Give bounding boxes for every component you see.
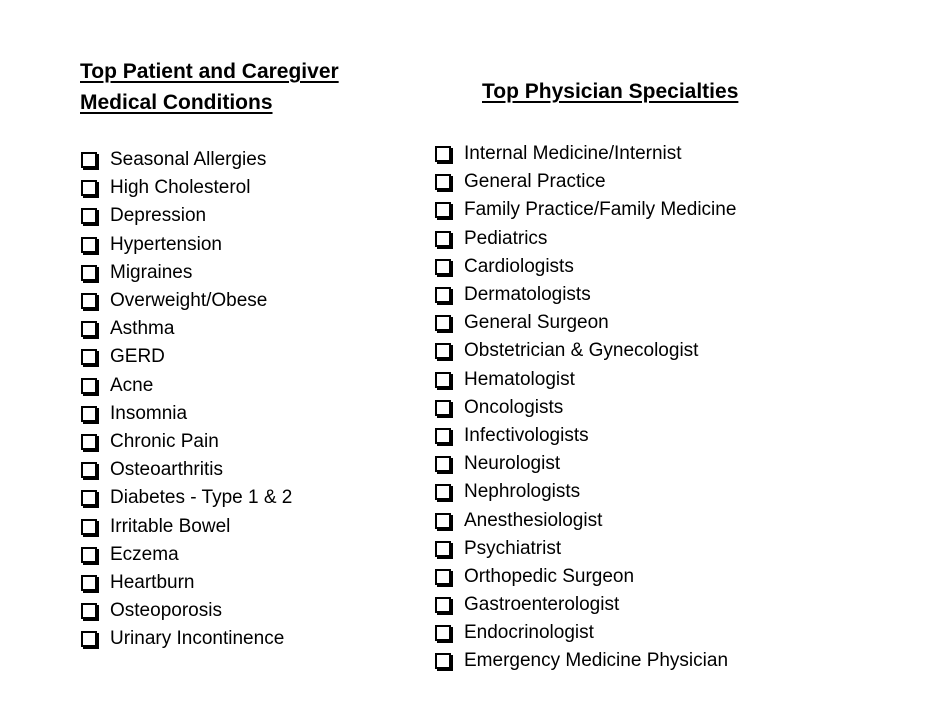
list-item xyxy=(434,140,736,168)
list-item xyxy=(434,281,736,309)
list-item xyxy=(80,597,292,625)
list-item-label: Anesthesiologist xyxy=(464,509,603,531)
checkbox-icon[interactable] xyxy=(435,202,451,218)
list-item-label: Dermatologists xyxy=(464,284,591,306)
checkbox-icon[interactable] xyxy=(81,180,97,196)
list-item-label: Osteoarthritis xyxy=(110,459,223,481)
list-item xyxy=(80,484,292,512)
checkbox-icon[interactable] xyxy=(435,315,451,331)
checkbox-icon[interactable] xyxy=(435,174,451,190)
list-item xyxy=(80,202,292,230)
list-item xyxy=(80,428,292,456)
list-item xyxy=(434,196,736,224)
heading-line-2: Medical Conditions xyxy=(80,91,273,114)
list-item-label: Irritable Bowel xyxy=(110,515,231,537)
list-item xyxy=(80,231,292,259)
list-item xyxy=(80,174,292,202)
list-item xyxy=(434,394,736,422)
list-item-label: Asthma xyxy=(110,318,175,340)
list-item xyxy=(80,315,292,343)
list-item-label: Heartburn xyxy=(110,571,195,593)
checkbox-icon[interactable] xyxy=(435,625,451,641)
list-item-label: Internal Medicine/Internist xyxy=(464,143,682,165)
list-item xyxy=(434,366,736,394)
checkbox-icon[interactable] xyxy=(435,259,451,275)
checkbox-icon[interactable] xyxy=(81,321,97,337)
medical-conditions-list xyxy=(80,146,292,653)
list-item xyxy=(434,309,736,337)
list-item-label: Diabetes - Type 1 & 2 xyxy=(110,487,293,509)
list-item-label: Nephrologists xyxy=(464,481,581,503)
list-item xyxy=(80,372,292,400)
checkbox-icon[interactable] xyxy=(81,631,97,647)
heading-line-1: Top Patient and Caregiver xyxy=(80,60,339,83)
checkbox-icon[interactable] xyxy=(81,406,97,422)
list-item-label: Infectivologists xyxy=(464,424,589,446)
checkbox-icon[interactable] xyxy=(435,456,451,472)
list-item xyxy=(434,506,736,534)
list-item xyxy=(80,259,292,287)
checkbox-icon[interactable] xyxy=(81,237,97,253)
list-item xyxy=(80,541,292,569)
list-item-label: Neurologist xyxy=(464,453,561,475)
list-item-label: Oncologists xyxy=(464,396,564,418)
list-item-label: Overweight/Obese xyxy=(110,290,268,312)
list-item xyxy=(434,535,736,563)
checkbox-icon[interactable] xyxy=(81,519,97,535)
list-item-label: Endocrinologist xyxy=(464,622,594,644)
list-item xyxy=(80,343,292,371)
checkbox-icon[interactable] xyxy=(435,541,451,557)
list-item-label: Seasonal Allergies xyxy=(110,149,267,171)
checkbox-icon[interactable] xyxy=(81,378,97,394)
list-item-label: Obstetrician & Gynecologist xyxy=(464,340,699,362)
physician-specialties-heading: Top Physician Specialties xyxy=(482,80,739,103)
list-item-label: Gastroenterologist xyxy=(464,594,620,616)
checkbox-icon[interactable] xyxy=(81,434,97,450)
list-item xyxy=(80,146,292,174)
list-item-label: Migraines xyxy=(110,261,193,283)
list-item-label: Insomnia xyxy=(110,402,188,424)
list-item-label: General Practice xyxy=(464,171,606,193)
checkbox-icon[interactable] xyxy=(435,146,451,162)
list-item-label: Hematologist xyxy=(464,368,575,390)
checkbox-icon[interactable] xyxy=(435,597,451,613)
list-item-label: Osteoporosis xyxy=(110,600,222,622)
list-item-label: Cardiologists xyxy=(464,255,574,277)
checkbox-icon[interactable] xyxy=(81,265,97,281)
list-item-label: Hypertension xyxy=(110,233,222,255)
checkbox-icon[interactable] xyxy=(435,400,451,416)
checkbox-icon[interactable] xyxy=(81,490,97,506)
list-item xyxy=(80,456,292,484)
checkbox-icon[interactable] xyxy=(81,152,97,168)
list-item xyxy=(80,625,292,653)
checkbox-icon[interactable] xyxy=(435,569,451,585)
list-item xyxy=(434,591,736,619)
checkbox-icon[interactable] xyxy=(435,372,451,388)
list-item xyxy=(80,400,292,428)
checkbox-icon[interactable] xyxy=(81,547,97,563)
list-item xyxy=(434,563,736,591)
checkbox-icon[interactable] xyxy=(81,603,97,619)
list-item-label: GERD xyxy=(110,346,165,368)
list-item xyxy=(434,225,736,253)
physician-specialties-list xyxy=(434,140,736,676)
list-item xyxy=(434,253,736,281)
list-item-label: Chronic Pain xyxy=(110,430,219,452)
list-item-label: Urinary Incontinence xyxy=(110,628,285,650)
list-item xyxy=(80,287,292,315)
list-item-label: Psychiatrist xyxy=(464,537,562,559)
checkbox-icon[interactable] xyxy=(435,231,451,247)
list-item xyxy=(434,647,736,675)
checkbox-icon[interactable] xyxy=(435,653,451,669)
list-item-label: Depression xyxy=(110,205,207,227)
checkbox-icon[interactable] xyxy=(435,287,451,303)
medical-conditions-heading xyxy=(80,56,339,118)
list-item-label: High Cholesterol xyxy=(110,177,251,199)
list-item xyxy=(80,512,292,540)
list-item-label: Eczema xyxy=(110,543,179,565)
checkbox-icon[interactable] xyxy=(435,513,451,529)
list-item-label: Orthopedic Surgeon xyxy=(464,565,635,587)
list-item xyxy=(434,168,736,196)
checkbox-icon[interactable] xyxy=(435,484,451,500)
list-item xyxy=(434,337,736,365)
list-item xyxy=(80,569,292,597)
list-item-label: Acne xyxy=(110,374,154,396)
list-item xyxy=(434,619,736,647)
list-item xyxy=(434,422,736,450)
checkbox-icon[interactable] xyxy=(81,349,97,365)
list-item xyxy=(434,450,736,478)
checkbox-icon[interactable] xyxy=(81,462,97,478)
checkbox-icon[interactable] xyxy=(81,293,97,309)
checkbox-icon[interactable] xyxy=(81,575,97,591)
list-item-label: Family Practice/Family Medicine xyxy=(464,199,737,221)
checkbox-icon[interactable] xyxy=(81,208,97,224)
checkbox-icon[interactable] xyxy=(435,428,451,444)
list-item-label: Pediatrics xyxy=(464,227,548,249)
list-item-label: Emergency Medicine Physician xyxy=(464,650,729,672)
list-item xyxy=(434,478,736,506)
list-item-label: General Surgeon xyxy=(464,312,609,334)
checkbox-icon[interactable] xyxy=(435,343,451,359)
